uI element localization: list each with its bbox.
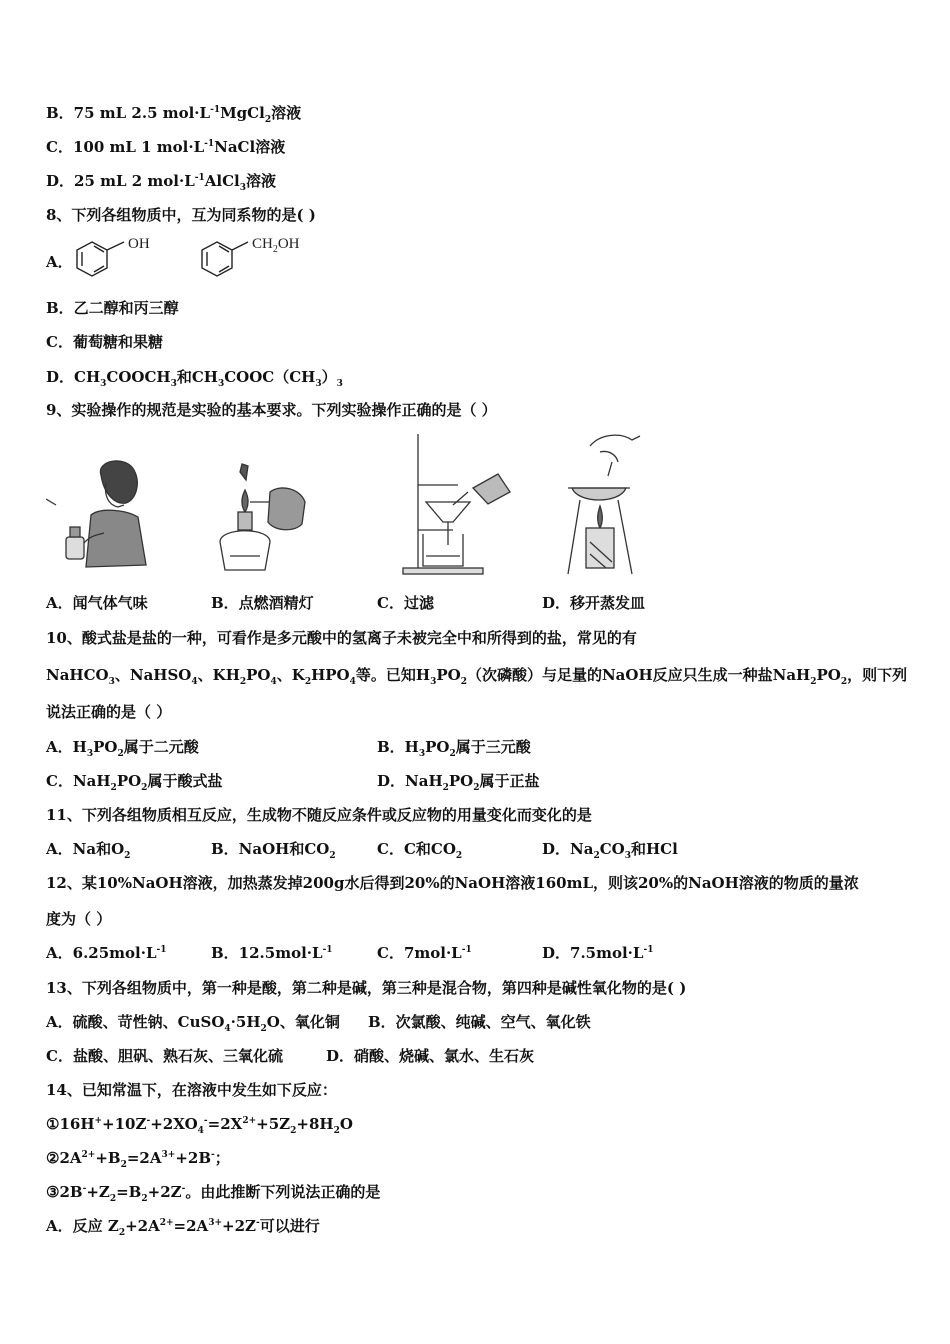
q8-option-b: B．乙二醇和丙三醇 — [46, 299, 179, 317]
q10-stem-line2: NaHCO$_3$、NaHSO$_4$、$KH_2PO_4$、$K_2HPO_4$等。已知$H_3PO_2$（次磷酸）与足量的NaOH反应只生成一种盐$NaH_2PO_2$，则下列 — [46, 666, 908, 687]
q8-struct1-oh: OH — [128, 236, 150, 252]
q9-figure-d-evaporate — [560, 432, 650, 576]
q11-option-d: D．$Na_2CO_3$和HCl — [542, 840, 678, 861]
q12-stem-line2: 度为（ ） — [46, 910, 112, 928]
phenol-structure — [77, 242, 124, 276]
q12-option-c: C．$7mol\cdot L^{-1}$ — [377, 944, 472, 962]
q7-option-c: C．100 mL 1 $mol\cdot L^{-1}NaCl$溶液 — [46, 138, 286, 156]
q8-struct2-ch2oh: $CH_2OH$ — [252, 236, 300, 255]
q14-option-a: A．反应 $Z_2+2A^{2+}=2A^{3+}+2Z^-$可以进行 — [46, 1217, 320, 1238]
q10-option-a: A．$H_3PO_2$属于二元酸 — [46, 738, 199, 759]
q14-reaction-1: $①16H^++10Z^-+2XO_4^-=2X^{2+}+5Z_2+8H_2O$ — [46, 1115, 353, 1136]
q9-stem: 9、实验操作的规范是实验的基本要求。下列实验操作正确的是（ ） — [46, 401, 497, 419]
q8-option-a-label: A． — [46, 253, 73, 271]
q7-option-b: B．75 mL 2.5 $mol\cdot L^{-1}MgCl_2$溶液 — [46, 104, 302, 125]
q13-option-b: B．次氯酸、纯碱、空气、氧化铁 — [368, 1013, 591, 1031]
q11-option-b: B．NaOH和$CO_2$ — [211, 840, 336, 861]
q9-figure-a-smell — [46, 455, 156, 573]
q12-option-d: D．$7.5mol\cdot L^{-1}$ — [542, 944, 654, 962]
q12-option-b: B．$12.5mol\cdot L^{-1}$ — [211, 944, 333, 962]
q8-option-c: C．葡萄糖和果糖 — [46, 333, 163, 351]
q9-figure-c-filter — [398, 430, 518, 576]
q9-figure-b-lamp — [210, 462, 320, 574]
q13-option-d: D．硝酸、烧碱、氯水、生石灰 — [326, 1047, 535, 1065]
q8-stem: 8、下列各组物质中，互为同系物的是( ) — [46, 206, 316, 224]
q11-option-c: C．C和$CO_2$ — [377, 840, 463, 861]
q9-option-c: C．过滤 — [377, 594, 434, 612]
benzyl-alcohol-structure — [202, 242, 248, 276]
q14-reaction-2: $②2A^{2+}+B_2=2A^{3+}+2B^-$； — [46, 1149, 230, 1170]
q12-option-a: A．$6.25mol\cdot L^{-1}$ — [46, 944, 167, 962]
q8-option-a-structures — [72, 232, 322, 284]
q10-option-b: B．$H_3PO_2$属于三元酸 — [377, 738, 531, 759]
q11-option-a: A．Na和$O_2$ — [46, 840, 131, 861]
q13-option-c: C．盐酸、胆矾、熟石灰、三氧化硫 — [46, 1047, 283, 1065]
q10-option-c: C．$NaH_2PO_2$属于酸式盐 — [46, 772, 223, 793]
q14-stem: 14、已知常温下，在溶液中发生如下反应： — [46, 1081, 337, 1099]
q9-option-b: B．点燃酒精灯 — [211, 594, 314, 612]
q12-stem-line1: 12、某10%NaOH溶液，加热蒸发掉200g水后得到20%的NaOH溶液160mL，则该20%的NaOH溶液的物质的量浓 — [46, 874, 859, 892]
q9-option-d: D．移开蒸发皿 — [542, 594, 646, 612]
q8-option-d: D．$CH_3COOCH_3$和$CH_3COOC(CH_3)_3$ — [46, 368, 343, 389]
q13-stem: 13、下列各组物质中，第一种是酸，第二种是碱，第三种是混合物，第四种是碱性氧化物的是( ) — [46, 979, 687, 997]
q10-stem-line1: 10、酸式盐是盐的一种，可看作是多元酸中的氢离子未被完全中和所得到的盐，常见的有 — [46, 629, 637, 647]
q13-option-a: A．硫酸、苛性钠、$CuSO_4\cdot 5H_2O$、氧化铜 — [46, 1013, 340, 1034]
q11-stem: 11、下列各组物质相互反应，生成物不随反应条件或反应物的用量变化而变化的是 — [46, 806, 592, 824]
q14-reaction-3: $③2B^-+Z_2=B_2+2Z^-$。由此推断下列说法正确的是 — [46, 1183, 381, 1204]
q10-option-d: D．$NaH_2PO_2$属于正盐 — [377, 772, 540, 793]
q9-option-a: A．闻气体气味 — [46, 594, 148, 612]
q10-stem-line3: 说法正确的是（ ） — [46, 703, 172, 721]
q7-option-d: D．25 mL 2 $mol\cdot L^{-1}AlCl_3$溶液 — [46, 172, 277, 193]
